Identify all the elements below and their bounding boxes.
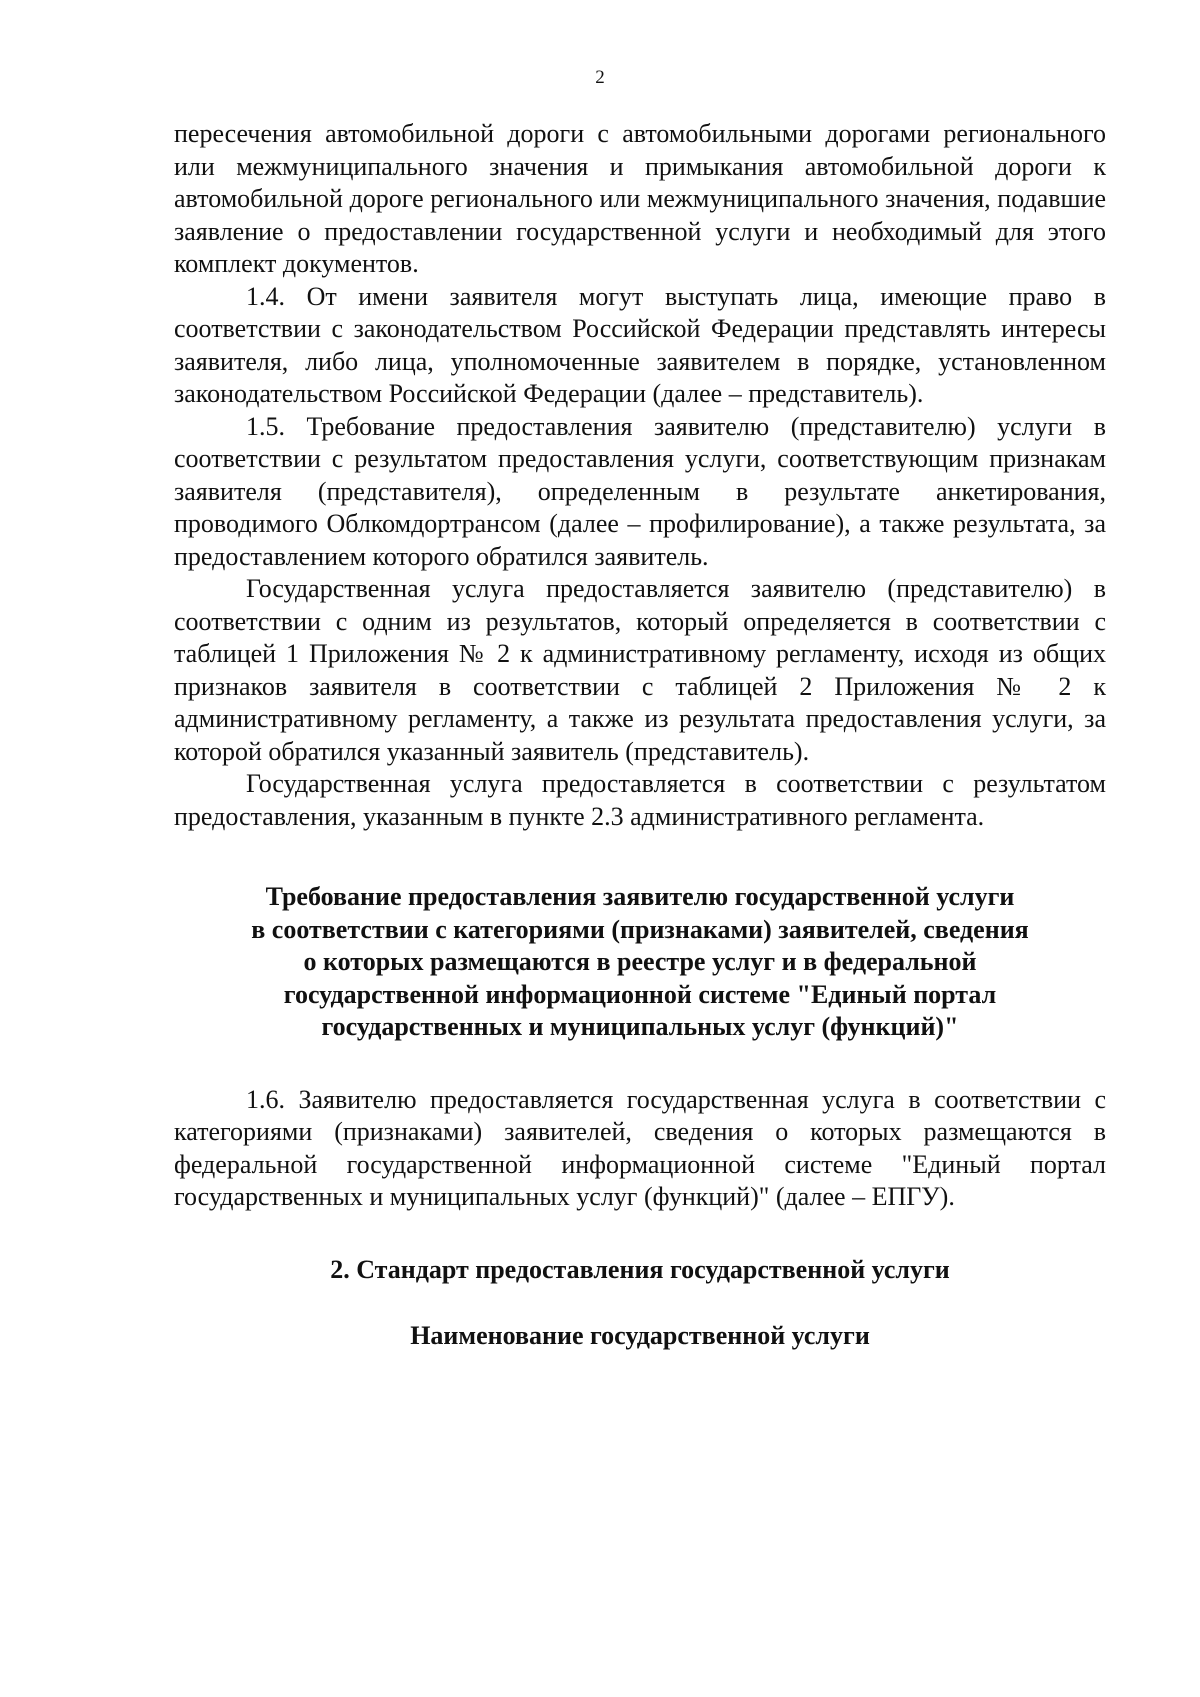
heading-service-name: Наименование государственной услуги	[410, 1321, 870, 1350]
paragraph-1-5: 1.5. Требование предоставления заявителю (представителю) услуги в соответствии с результатом предоставления услуги, соответствующим признакам заявителя (представителя), определенным в результате анкетирования, проводимого Облкомдортрансом (далее – профилирование), а также результата, за предоставлением которого обратился заявитель.	[174, 411, 1106, 571]
spacer	[174, 1044, 1106, 1084]
spacer	[174, 1214, 1106, 1254]
document-body	[174, 118, 1106, 1353]
heading-line: Требование предоставления заявителю государственной услуги	[265, 882, 1015, 911]
paragraph-1-6: 1.6. Заявителю предоставляется государственная услуга в соответствии с категориями (признаками) заявителей, сведения о которых размещаются в федеральной государственной информационной системе "Единый портал государственных и муниципальных услуг (функций)" (далее – ЕПГУ).	[174, 1084, 1106, 1211]
heading-line: в соответствии с категориями (признаками) заявителей, сведения	[251, 914, 1029, 944]
heading-line: государственной информационной системе "Единый портал	[283, 979, 997, 1009]
paragraph-service-by-result: Государственная услуга предоставляется заявителю (представителю) в соответствии с одним из результатов, который определяется в соответствии с таблицей 1 Приложения № 2 к административному регламенту, исходя из общих признаков заявителя в соответствии с таблицей 2 Приложения № 2 к административному регламенту, а также из результата предоставления услуги, за которой обратился указанный заявитель (представитель).	[174, 574, 1106, 766]
spacer	[174, 833, 1106, 881]
heading-section-2-standard: 2. Стандарт предоставления государственной услуги	[330, 1254, 950, 1284]
page-number: 2	[595, 67, 605, 88]
heading-requirement-categories	[174, 881, 1106, 1044]
paragraph-1-4: 1.4. От имени заявителя могут выступать лица, имеющие право в соответствии с законодательством Российской Федерации представлять интересы заявителя, либо лица, уполномоченные заявителем в порядке, установленном законодательством Российской Федерации (далее – представитель).	[174, 281, 1106, 408]
spacer	[174, 1286, 1106, 1320]
paragraph-applicants-continued: пересечения автомобильной дороги с автомобильными дорогами регионального или межмуниципального значения и примыкания автомобильной дороги к автомобильной дороге регионального или межмуниципального значения, подавшие заявление о предоставлении государственной услуги и необходимый для этого комплект документов.	[174, 119, 1106, 278]
paragraph-service-by-result-2-3: Государственная услуга предоставляется в соответствии с результатом предоставления, указанным в пункте 2.3 административного регламента.	[174, 769, 1106, 831]
heading-line: о которых размещаются в реестре услуг и в федеральной	[303, 947, 977, 976]
heading-line: государственных и муниципальных услуг (функций)"	[321, 1012, 959, 1041]
